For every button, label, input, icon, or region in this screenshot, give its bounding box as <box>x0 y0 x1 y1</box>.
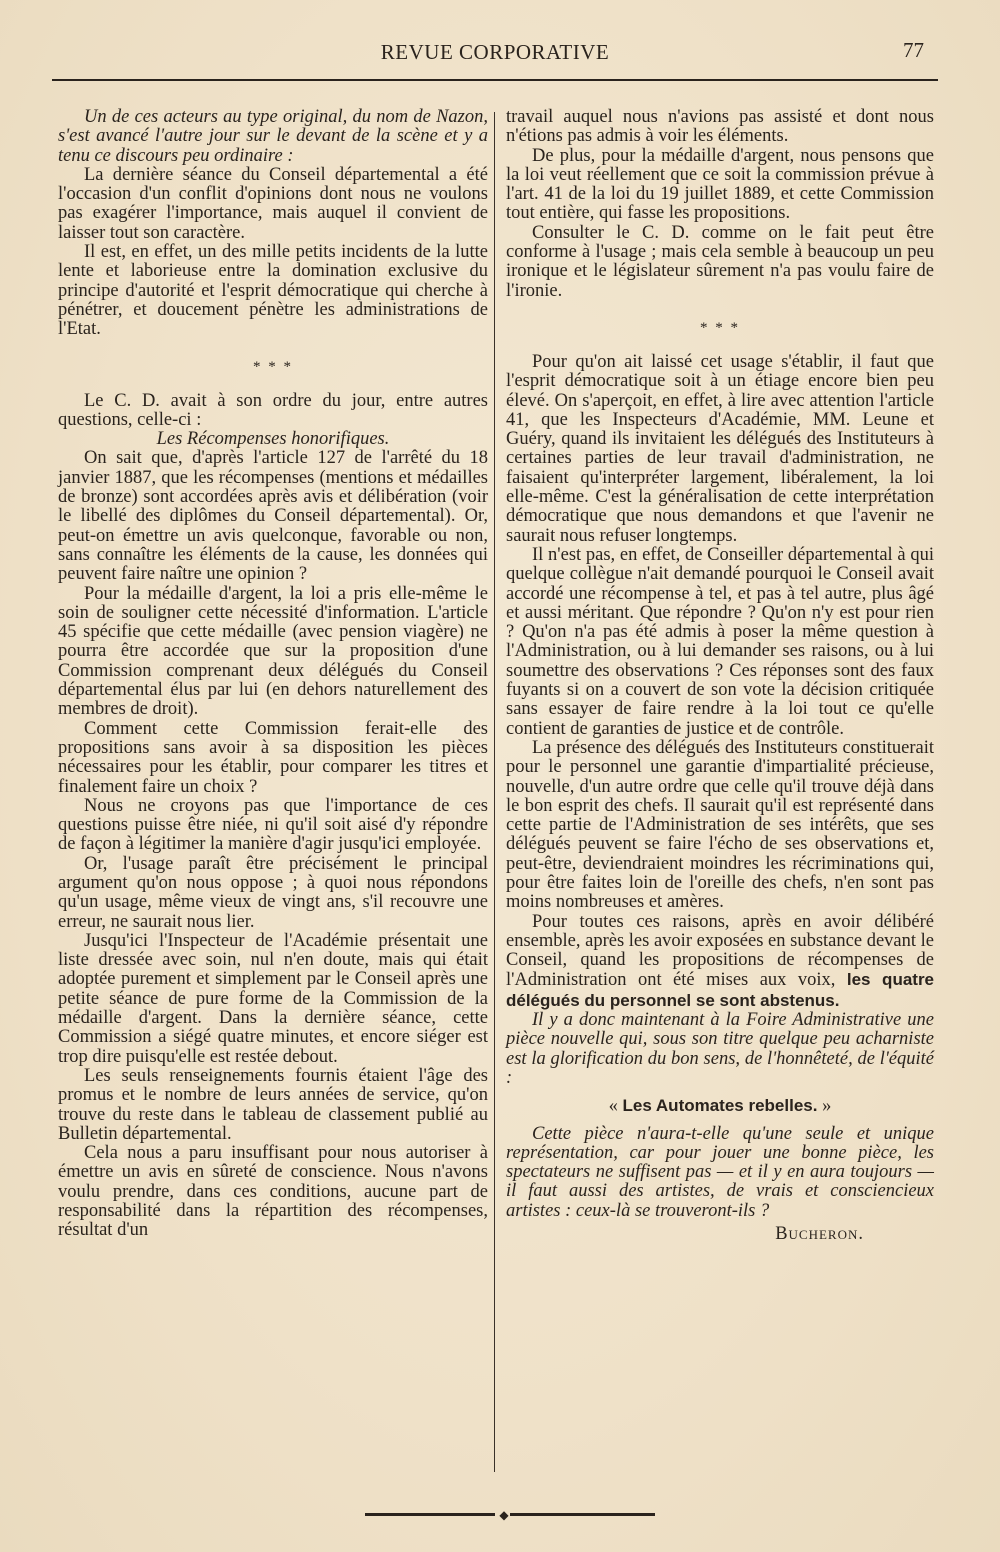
page-number: 77 <box>903 38 924 62</box>
signature: Bucheron. <box>775 1224 864 1245</box>
section-title: Les Récompenses honorifiques. <box>156 429 390 450</box>
asterism: * * * <box>253 358 293 375</box>
paragraph: Comment cette Commission ferait-elle des propositions sans avoir à sa disposition les pièces nécessaires pour les établir, pour comparer les titres et finalement faire un choix ? <box>58 718 488 797</box>
paragraph: La dernière séance du Conseil départemental a été l'occasion d'un conflit d'opinions dont nous ne voulons pas exagérer l'importance, mais auquel il convient de laisser tout son caractère. <box>58 164 488 243</box>
page-header <box>52 36 938 68</box>
left-column <box>58 108 488 1241</box>
paragraph: Cela nous a paru insuffisant pour nous autoriser à émettre un avis en sûreté de conscience. Nous n'avons voulu prendre, dans ces conditions, aucune part de responsabilité dans la répartition des récompenses, résultat d'un <box>58 1143 488 1241</box>
ornament-right-bar <box>510 1513 655 1516</box>
paragraph: Il y a donc maintenant à la Foire Administrative une pièce nouvelle qui, sous son titre quelque peu acharniste est la glorification du bon sens, de l'honnêteté, de l'équité : <box>506 1010 934 1088</box>
play-title: Les Automates rebelles. <box>622 1096 818 1116</box>
paragraph: Or, l'usage paraît être précisément le principal argument qu'on nous oppose ; à quoi nous répondons qu'un usage, même vieux de vingt ans, s'il recouvre une erreur, ne saurait nous lier. <box>58 853 488 932</box>
right-column <box>506 108 934 1244</box>
quote-open: « <box>608 1096 623 1117</box>
paragraph: Nous ne croyons pas que l'importance de ces questions puisse être niée, ni qu'il soit aisé d'y répondre de façon à légitimer la manière d'agir jusqu'ici employée. <box>58 795 488 855</box>
quote-close: » <box>817 1096 832 1117</box>
paragraph: De plus, pour la médaille d'argent, nous pensons que la loi veut réellement que ce soit la commission prévue à l'art. 41 de la loi du 19 juillet 1889, et cette Commission tout entière, qui fasse les propositions. <box>506 145 934 224</box>
closing-paragraph: Cette pièce n'aura-t-elle qu'une seule et unique représentation, car pour jouer une bonne pièce, les spectateurs ne suffisent pas — et il y en aura toujours — il faut aussi des artistes, de vrais et consciencieux artistes : ceux-là se trouveront-ils ? <box>506 1123 934 1221</box>
paragraph: La présence des délégués des Instituteurs constituerait pour le personnel une garantie d'impartialité précieuse, nouvelle, d'un autre ordre que celle qu'il trouve déjà dans le bon esprit des chefs. Il saurait qu'il est représenté dans cette partie de l'Administration de ses intérêts, que ses délégués peuvent se faire l'écho de ses observations et, peut-être, deviendraient moindres les récriminations qui, pour être faites loin de l'oreille des chefs, n'en sont pas moins nombreuses et amères. <box>506 737 934 913</box>
paragraph: Les seuls renseignements fournis étaient l'âge des promus et le nombre de leurs années de service, qu'on trouve du reste dans le tableau de classement publié au Bulletin départemental. <box>58 1065 488 1144</box>
paragraph: Il n'est pas, en effet, de Conseiller départemental à qui quelque collègue n'ait demandé pourquoi le Conseil avait accordé une récompense à tel, et pas à tel autre, plus âgé et aussi méritant. Que répondre ? Qu'on n'y est pour rien ? Qu'on n'a pas été admis à poser la même question à l'Administration, ou à lui demander ses raisons, ou à lui soumettre des observations ? Ces réponses sont des faux fuyants si on a couvert de son vote la décision critiquée sans essayer de faire rendre à la loi tout ce qu'elle contient de garanties de justice et de contrôle. <box>506 544 934 739</box>
paragraph: travail auquel nous n'avions pas assisté et dont nous n'étions pas admis à voir les éléments. <box>506 107 934 147</box>
paragraph: Pour qu'on ait laissé cet usage s'établir, il faut que l'esprit démocratique soit à un étiage encore bien peu élevé. On s'aperçoit, en effet, à lire avec attention l'article 41, que les Inspecteurs d'Académie, MM. Leune et Guéry, quand ils invitaient les délégués des Instituteurs à certaines parties de leur travail d'administration, ne faisaient qu'interpréter largement, libéralement, la loi elle-même. C'est la généralisation de cette interprétation démocratique que nous demandons et que l'avenir ne saurait nous refuser longtemps. <box>506 351 934 546</box>
paragraph: Jusqu'ici l'Inspecteur de l'Académie présentait une liste dressée avec soin, nul n'en doute, mais qui était adoptée purement et simplement par le Conseil après une petite séance de pure forme de la Commission de la médaille d'argent. Dans la dernière séance, cette Commission a siégé quatre minutes, et encore siéger est trop dire puisqu'elle est restée debout. <box>58 930 488 1067</box>
paragraph-text: Pour toutes ces raisons, après en avoir délibéré ensemble, après les avoir exposées en substance devant le Conseil, quand les propositions de récompenses de l'Administration ont été mises aux voix, <box>506 911 934 991</box>
diamond-icon: ◆ <box>499 1508 509 1522</box>
paragraph: On sait que, d'après l'article 127 de l'arrêté du 18 janvier 1887, que les récompenses (mentions et médailles de bronze) sont accordées après avis et délibération (voir le libellé des diplômes du Conseil départemental). Or, peut-on émettre un avis quelconque, favorable ou non, sans connaître les éléments de la cause, les données qui peuvent faire naître une opinion ? <box>58 448 488 585</box>
intro-paragraph: Un de ces acteurs au type original, du nom de Nazon, s'est avancé l'autre jour sur le devant de la scène et y a tenu ce discours peu ordinaire : <box>58 107 488 166</box>
paragraph: Consulter le C. D. comme on le fait peut être conforme à l'usage ; mais cela semble à beaucoup un peu ironique et le législateur sûrement n'a pas voulu faire de l'ironie. <box>506 222 934 301</box>
paragraph: Il est, en effet, un des mille petits incidents de la lutte lente et laborieuse entre la domination exclusive du principe d'autorité et l'esprit démocratique qui cherche à pénétrer, et doucement pénètre les administrations de l'Etat. <box>58 242 488 340</box>
ornament-left-bar <box>365 1513 495 1516</box>
paragraph <box>506 913 934 1011</box>
footer-ornament <box>365 1508 655 1522</box>
bold-statement: les quatre délégués du personnel se sont abstenus. <box>506 970 935 1010</box>
journal-title: REVUE CORPORATIVE <box>380 40 610 64</box>
column-divider <box>494 112 495 1472</box>
header-rule <box>52 79 938 81</box>
paragraph: Le C. D. avait à son ordre du jour, entre autres questions, celle-ci : <box>58 390 488 430</box>
asterism: * * * <box>700 319 740 336</box>
spacer <box>506 1088 934 1096</box>
paragraph: Pour la médaille d'argent, la loi a pris elle-même le soin de souligner cette nécessité d'information. L'article 45 spécifie que cette médaille (avec pension viagère) ne pourra être accordée que sur la proposition d'une Commission comprenant deux délégués du Conseil départemental élus par lui (en dehors naturellement des membres de droit). <box>58 583 488 720</box>
play-title-line <box>506 1096 934 1116</box>
